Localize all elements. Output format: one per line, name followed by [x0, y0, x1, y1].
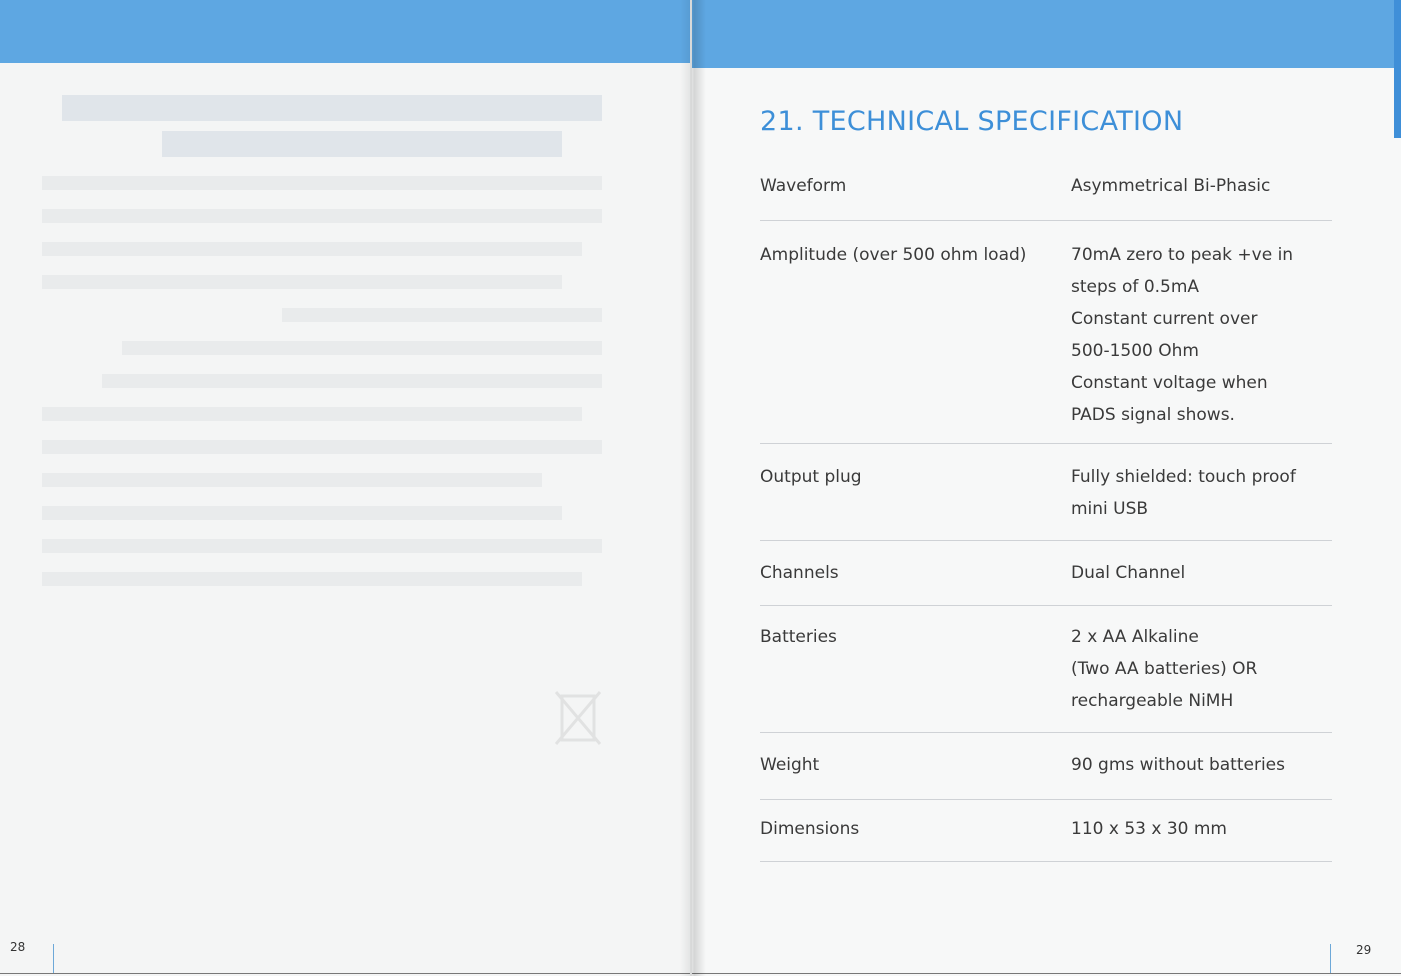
spec-row — [760, 170, 1332, 221]
spec-label: Channels — [760, 563, 839, 583]
right-page — [692, 0, 1401, 976]
spec-row — [760, 444, 1332, 541]
book-gutter — [680, 0, 706, 976]
spec-row — [760, 733, 1332, 800]
spec-value-line: 2 x AA Alkaline — [1071, 627, 1199, 647]
spec-value — [1071, 239, 1332, 443]
spec-table — [760, 170, 1332, 862]
spec-label: Waveform — [760, 176, 847, 196]
spec-value-line: Constant voltage when — [1071, 373, 1268, 393]
margin-tick — [53, 944, 54, 974]
spec-value-line: Constant current over — [1071, 309, 1258, 329]
spec-value-line: Fully shielded: touch proof — [1071, 467, 1296, 487]
spec-value-line: steps of 0.5mA — [1071, 277, 1200, 297]
left-page — [0, 0, 690, 976]
spec-row — [760, 606, 1332, 733]
spec-value-line: 500-1500 Ohm — [1071, 341, 1199, 361]
margin-tick — [1330, 944, 1331, 974]
spec-row — [760, 221, 1332, 444]
spec-value-line: Dual Channel — [1071, 563, 1186, 583]
spec-value — [1071, 170, 1332, 220]
spec-value-line: PADS signal shows. — [1071, 405, 1235, 425]
spec-row — [760, 800, 1332, 862]
edge-accent — [1394, 0, 1401, 138]
spec-value — [1071, 557, 1332, 605]
header-band — [692, 0, 1401, 68]
page-number-left: 28 — [10, 940, 26, 954]
spec-label: Dimensions — [760, 819, 860, 839]
spec-value-line: (Two AA batteries) OR — [1071, 659, 1258, 679]
spec-label: Weight — [760, 755, 820, 775]
spec-value — [1071, 461, 1332, 540]
page-title: 21. TECHNICAL SPECIFICATION — [760, 106, 1184, 137]
spec-label: Output plug — [760, 467, 862, 487]
spec-value-line: 70mA zero to peak +ve in — [1071, 245, 1294, 265]
bottom-edge — [692, 973, 1401, 974]
spec-value — [1071, 621, 1332, 732]
spec-value — [1071, 749, 1332, 799]
spec-value-line: 110 x 53 x 30 mm — [1071, 819, 1227, 839]
spec-value-line: Asymmetrical Bi-Phasic — [1071, 176, 1271, 196]
header-band — [0, 0, 690, 63]
spec-value — [1071, 813, 1332, 861]
show-through-text — [42, 95, 642, 586]
spec-label: Amplitude (over 500 ohm load) — [760, 245, 1027, 265]
page-number-right: 29 — [1356, 943, 1372, 957]
bottom-edge — [0, 973, 690, 974]
spec-label: Batteries — [760, 627, 837, 647]
spec-value-line: rechargeable NiMH — [1071, 691, 1234, 711]
spec-value-line: mini USB — [1071, 499, 1149, 519]
spec-row — [760, 541, 1332, 606]
spec-value-line: 90 gms without batteries — [1071, 755, 1285, 775]
recycle-bin-icon — [548, 682, 608, 748]
